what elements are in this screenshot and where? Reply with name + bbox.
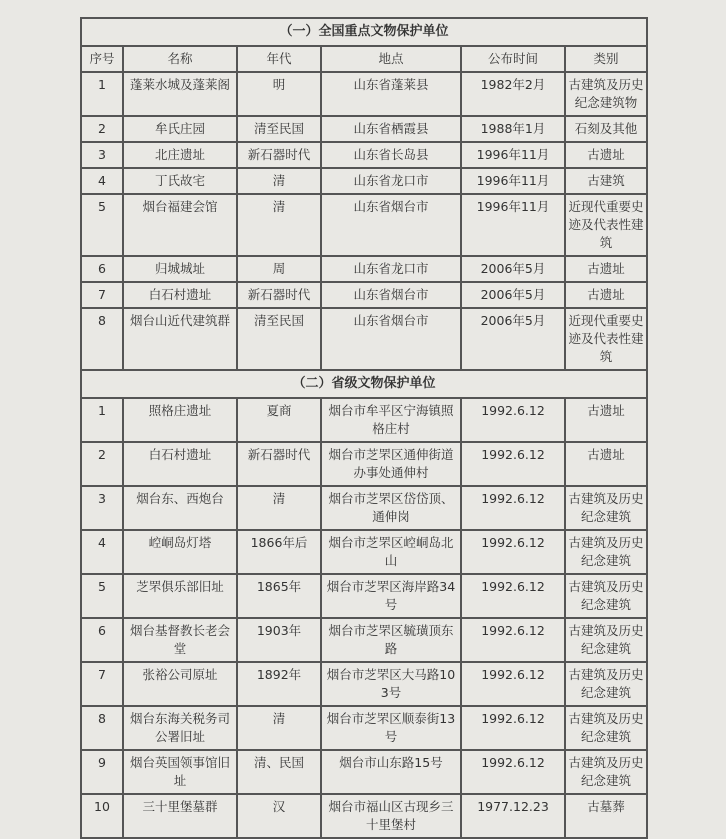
cell-category: 古遗址	[565, 142, 647, 168]
cell-publish-date: 1996年11月	[461, 142, 565, 168]
header-location: 地点	[321, 46, 461, 72]
table-row	[81, 142, 647, 168]
cell-category: 古建筑及历史纪念建筑	[565, 574, 647, 618]
cell-category: 古遗址	[565, 256, 647, 282]
heritage-table-container	[80, 17, 648, 839]
cell-name: 烟台英国领事馆旧址	[123, 750, 237, 794]
table-row	[81, 574, 647, 618]
cell-era: 汉	[237, 794, 321, 838]
cell-era: 清至民国	[237, 308, 321, 370]
cell-publish-date: 1992.6.12	[461, 442, 565, 486]
header-name: 名称	[123, 46, 237, 72]
cell-name: 白石村遗址	[123, 442, 237, 486]
cell-location: 烟台市福山区古现乡三十里堡村	[321, 794, 461, 838]
cell-publish-date: 1982年2月	[461, 72, 565, 116]
table-row	[81, 398, 647, 442]
table-row	[81, 256, 647, 282]
cell-name: 丁氏故宅	[123, 168, 237, 194]
header-category: 类别	[565, 46, 647, 72]
table-row	[81, 486, 647, 530]
cell-era: 夏商	[237, 398, 321, 442]
cell-publish-date: 2006年5月	[461, 256, 565, 282]
cell-location: 山东省长岛县	[321, 142, 461, 168]
table-row	[81, 794, 647, 838]
cell-era: 清	[237, 706, 321, 750]
cell-index: 10	[81, 794, 123, 838]
cell-index: 7	[81, 282, 123, 308]
cell-index: 9	[81, 750, 123, 794]
table-row	[81, 116, 647, 142]
cell-index: 1	[81, 72, 123, 116]
cell-publish-date: 1992.6.12	[461, 574, 565, 618]
cell-category: 近现代重要史迹及代表性建筑	[565, 194, 647, 256]
header-index: 序号	[81, 46, 123, 72]
header-publish-date: 公布时间	[461, 46, 565, 72]
cell-category: 古遗址	[565, 442, 647, 486]
cell-era: 新石器时代	[237, 442, 321, 486]
cell-publish-date: 1992.6.12	[461, 618, 565, 662]
cell-location: 烟台市芝罘区顺泰街13号	[321, 706, 461, 750]
cell-name: 崆峒岛灯塔	[123, 530, 237, 574]
cell-index: 5	[81, 574, 123, 618]
header-row	[81, 46, 647, 72]
cell-publish-date: 1992.6.12	[461, 486, 565, 530]
cell-index: 1	[81, 398, 123, 442]
cell-index: 4	[81, 168, 123, 194]
cell-name: 芝罘俱乐部旧址	[123, 574, 237, 618]
cell-index: 3	[81, 142, 123, 168]
cell-name: 烟台东海关税务司公署旧址	[123, 706, 237, 750]
table-row	[81, 750, 647, 794]
cell-index: 8	[81, 308, 123, 370]
cell-name: 烟台山近代建筑群	[123, 308, 237, 370]
section-title-provincial: （二）省级文物保护单位	[81, 370, 647, 398]
table-row	[81, 442, 647, 486]
table-row	[81, 308, 647, 370]
cell-publish-date: 1988年1月	[461, 116, 565, 142]
cell-publish-date: 1996年11月	[461, 194, 565, 256]
cell-index: 2	[81, 116, 123, 142]
cell-name: 白石村遗址	[123, 282, 237, 308]
cell-name: 北庄遗址	[123, 142, 237, 168]
cell-era: 清、民国	[237, 750, 321, 794]
cell-era: 新石器时代	[237, 142, 321, 168]
cell-category: 古建筑及历史纪念建筑	[565, 750, 647, 794]
cell-name: 照格庄遗址	[123, 398, 237, 442]
cell-era: 1866年后	[237, 530, 321, 574]
cell-category: 近现代重要史迹及代表性建筑	[565, 308, 647, 370]
cell-era: 明	[237, 72, 321, 116]
cell-index: 8	[81, 706, 123, 750]
cell-era: 1903年	[237, 618, 321, 662]
cell-publish-date: 1992.6.12	[461, 706, 565, 750]
table-row	[81, 194, 647, 256]
cell-name: 烟台福建会馆	[123, 194, 237, 256]
cell-category: 古建筑及历史纪念建筑	[565, 662, 647, 706]
cell-category: 古遗址	[565, 282, 647, 308]
cell-era: 1892年	[237, 662, 321, 706]
cell-location: 烟台市芝罘区大马路103号	[321, 662, 461, 706]
cell-era: 清	[237, 194, 321, 256]
cell-category: 古建筑	[565, 168, 647, 194]
cell-name: 烟台东、西炮台	[123, 486, 237, 530]
cell-index: 2	[81, 442, 123, 486]
cell-era: 周	[237, 256, 321, 282]
cell-location: 烟台市芝罘区崆峒岛北山	[321, 530, 461, 574]
cell-category: 古建筑及历史纪念建筑	[565, 618, 647, 662]
cell-location: 山东省栖霞县	[321, 116, 461, 142]
cell-era: 清至民国	[237, 116, 321, 142]
cell-category: 古墓葬	[565, 794, 647, 838]
heritage-table	[80, 17, 648, 839]
cell-index: 3	[81, 486, 123, 530]
cell-publish-date: 1996年11月	[461, 168, 565, 194]
cell-era: 1865年	[237, 574, 321, 618]
cell-name: 归城城址	[123, 256, 237, 282]
cell-category: 古建筑及历史纪念建筑	[565, 486, 647, 530]
cell-publish-date: 2006年5月	[461, 308, 565, 370]
cell-index: 5	[81, 194, 123, 256]
cell-publish-date: 1992.6.12	[461, 530, 565, 574]
cell-era: 清	[237, 168, 321, 194]
cell-index: 6	[81, 256, 123, 282]
section-title-national: （一）全国重点文物保护单位	[81, 18, 647, 46]
cell-index: 4	[81, 530, 123, 574]
cell-category: 古建筑及历史纪念建筑物	[565, 72, 647, 116]
cell-name: 张裕公司原址	[123, 662, 237, 706]
cell-publish-date: 1992.6.12	[461, 662, 565, 706]
cell-name: 三十里堡墓群	[123, 794, 237, 838]
cell-publish-date: 2006年5月	[461, 282, 565, 308]
table-row	[81, 282, 647, 308]
cell-location: 山东省烟台市	[321, 282, 461, 308]
cell-era: 新石器时代	[237, 282, 321, 308]
cell-category: 古建筑及历史纪念建筑	[565, 530, 647, 574]
cell-location: 山东省蓬莱县	[321, 72, 461, 116]
cell-index: 7	[81, 662, 123, 706]
cell-era: 清	[237, 486, 321, 530]
section-title-row-provincial	[81, 370, 647, 398]
cell-location: 山东省烟台市	[321, 308, 461, 370]
cell-publish-date: 1992.6.12	[461, 750, 565, 794]
cell-location: 烟台市牟平区宁海镇照格庄村	[321, 398, 461, 442]
header-era: 年代	[237, 46, 321, 72]
cell-location: 烟台市芝罘区海岸路34号	[321, 574, 461, 618]
cell-index: 6	[81, 618, 123, 662]
cell-location: 山东省烟台市	[321, 194, 461, 256]
cell-location: 烟台市山东路15号	[321, 750, 461, 794]
cell-category: 古遗址	[565, 398, 647, 442]
cell-name: 蓬莱水城及蓬莱阁	[123, 72, 237, 116]
cell-publish-date: 1992.6.12	[461, 398, 565, 442]
heritage-table-body	[81, 18, 647, 838]
cell-location: 烟台市芝罘区通伸街道办事处通伸村	[321, 442, 461, 486]
cell-name: 烟台基督教长老会堂	[123, 618, 237, 662]
cell-category: 古建筑及历史纪念建筑	[565, 706, 647, 750]
table-row	[81, 618, 647, 662]
cell-location: 山东省龙口市	[321, 168, 461, 194]
cell-location: 山东省龙口市	[321, 256, 461, 282]
table-row	[81, 706, 647, 750]
cell-publish-date: 1977.12.23	[461, 794, 565, 838]
cell-category: 石刻及其他	[565, 116, 647, 142]
cell-name: 牟氏庄园	[123, 116, 237, 142]
cell-location: 烟台市芝罘区岱岱顶、通伸岗	[321, 486, 461, 530]
table-row	[81, 72, 647, 116]
table-row	[81, 530, 647, 574]
cell-location: 烟台市芝罘区毓璜顶东路	[321, 618, 461, 662]
section-title-row-national	[81, 18, 647, 46]
table-row	[81, 662, 647, 706]
table-row	[81, 168, 647, 194]
